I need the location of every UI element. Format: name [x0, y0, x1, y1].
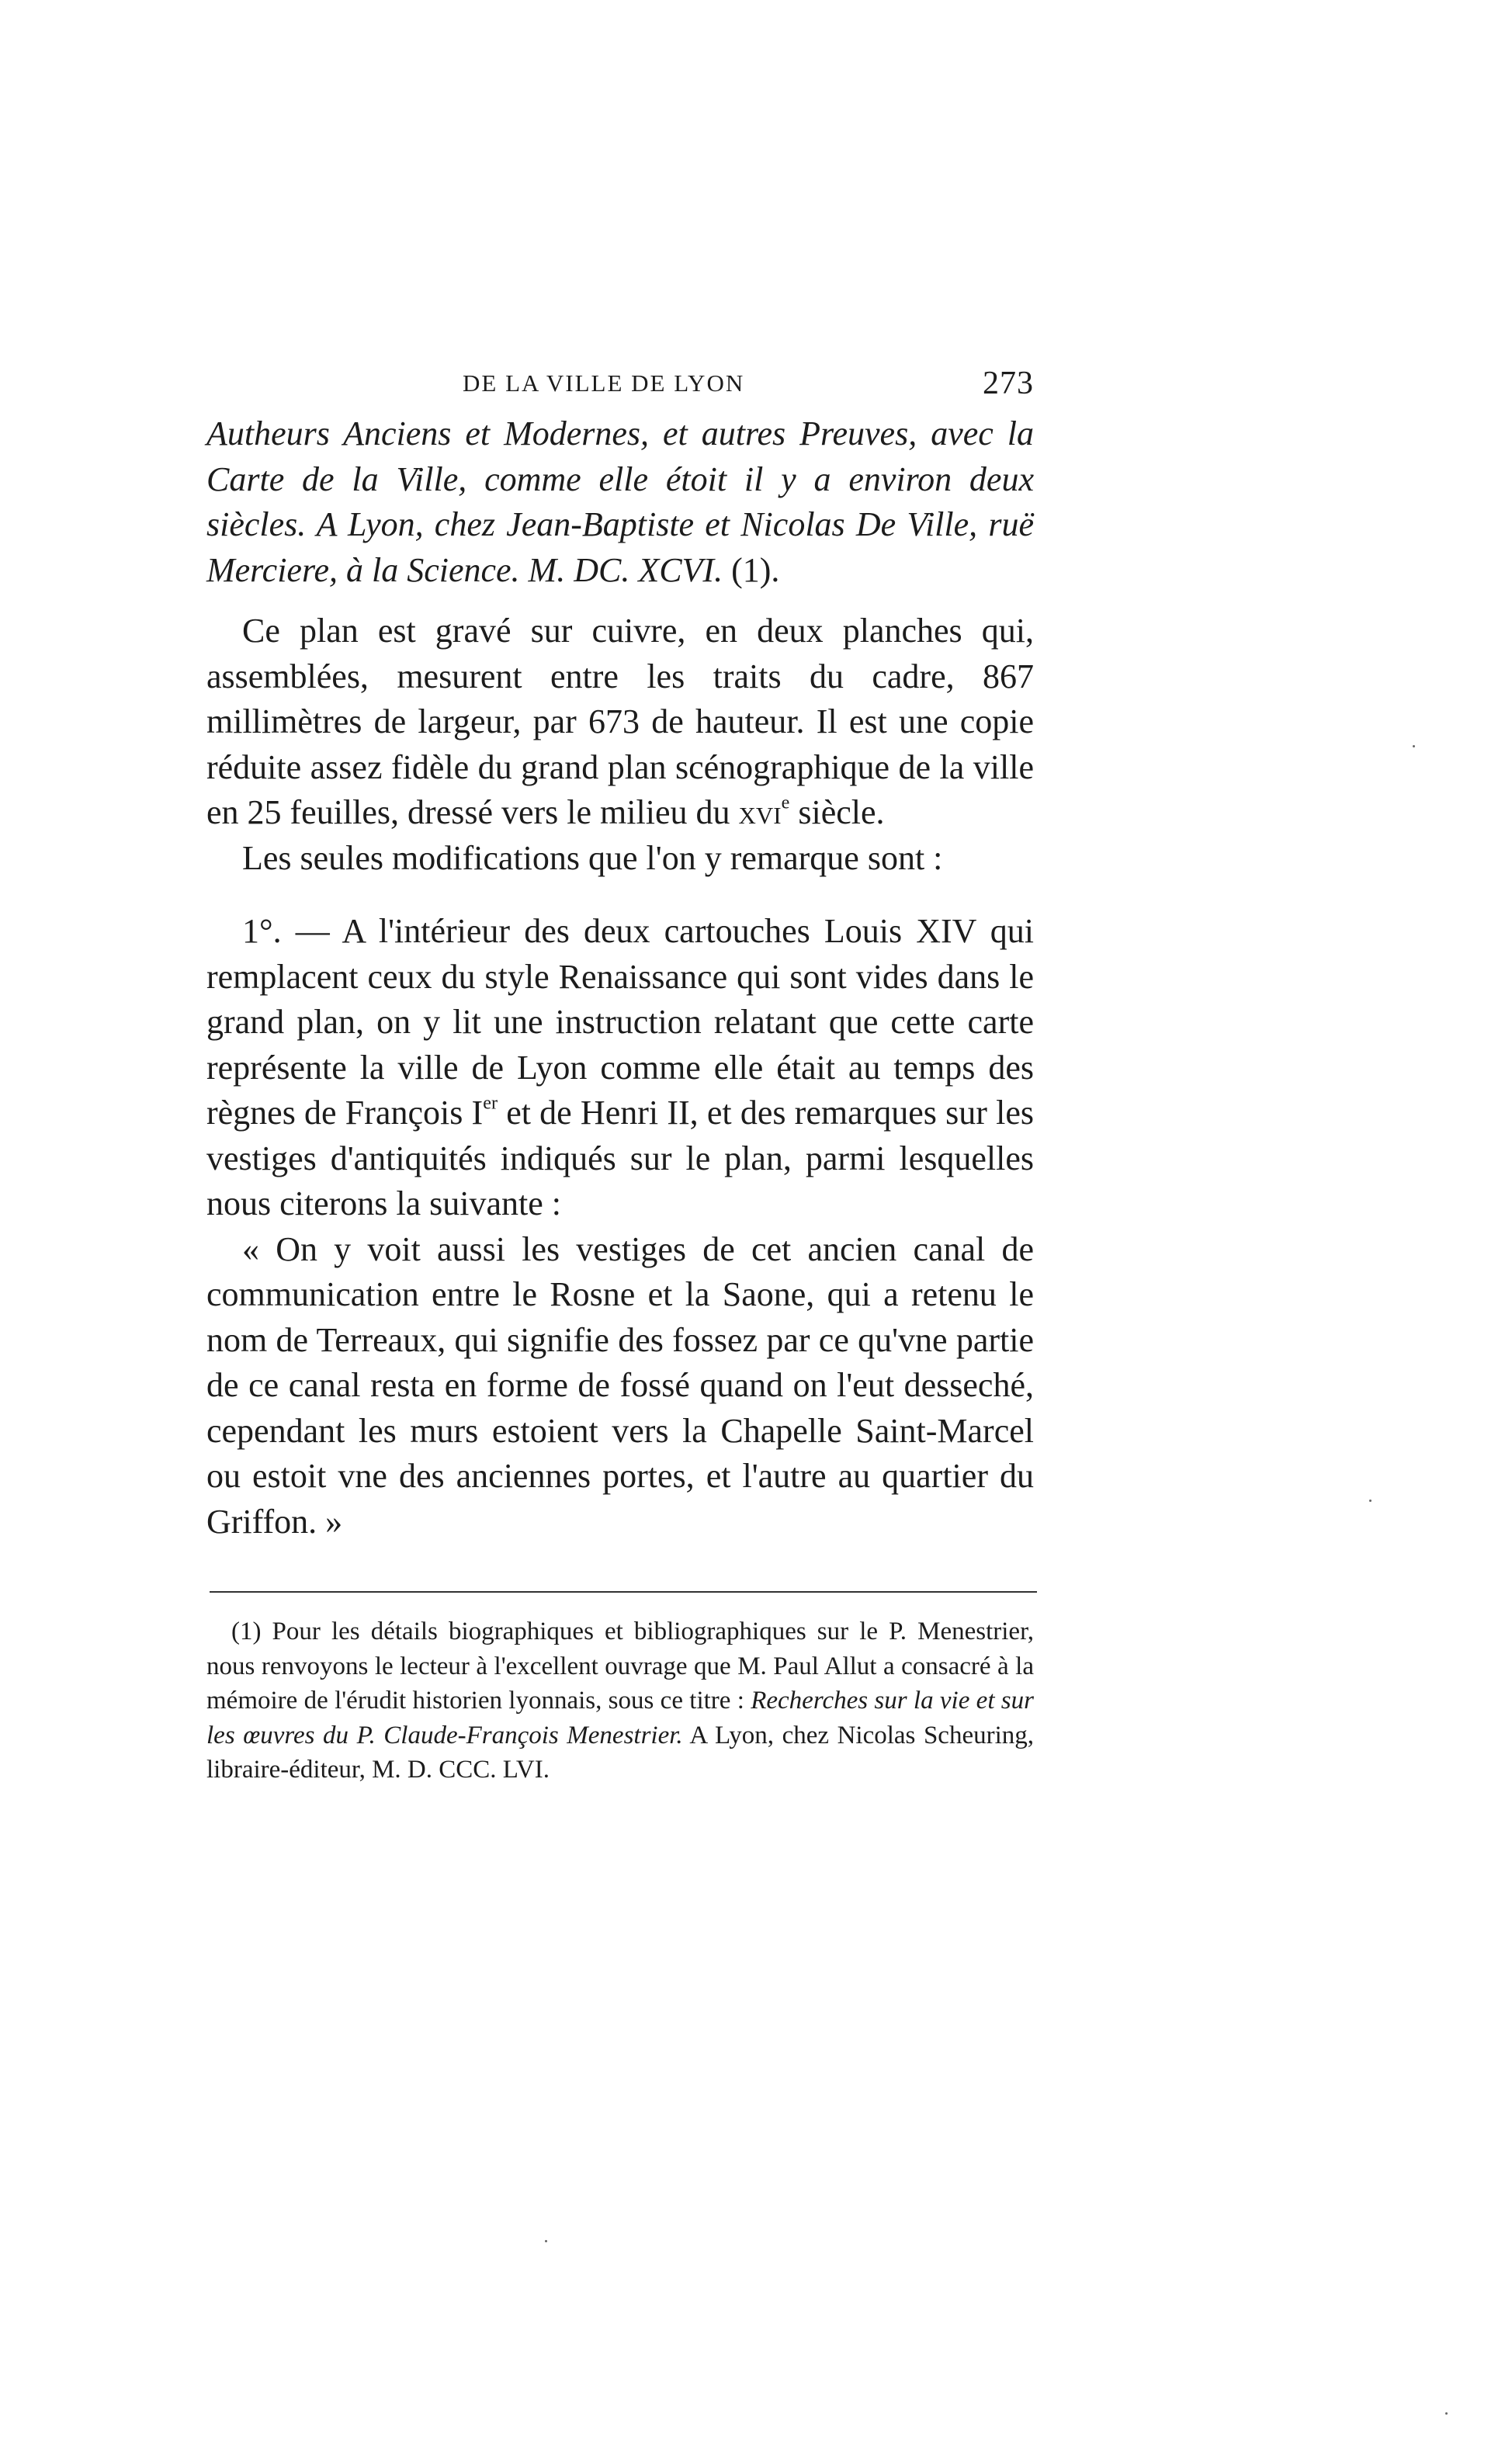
text-run: (1). [723, 550, 780, 589]
small-caps-run: xvi [738, 793, 782, 831]
superscript-run: er [483, 1092, 498, 1114]
text-run: A Lyon, chez Nicolas Scheuring, libraire-éditeur, M. D. CCC. LVI. [206, 1721, 1035, 1784]
text-run: et de Henri II, et des remarques sur les vestiges d'antiquités indiqués sur le plan, parmi lesquelles nous citerons la suivante : [206, 1094, 1035, 1222]
text-run: Ce plan est gravé sur cuivre, en deux planches qui, assemblées, mesurent entre les traits du cadre, 867 millimètres de largeur, par 673 de hauteur. Il est une copie réduite assez fidèle du grand plan scénographique de la ville en 25 feuilles, dressé vers le milieu du [206, 612, 1034, 831]
footnotes [206, 1614, 1034, 1787]
body-text [206, 411, 1034, 1545]
paragraph-first-modification [206, 909, 1034, 1227]
text-run: « On y voit aussi les vestiges de cet ancien canal de communication entre le Rosne et la Saone, qui a retenu le nom de Terreaux, qui signifie des fossez par ce qu'vne partie de ce canal resta en forme de fossé quand on l'eut desseché, cependant les murs estoient vers la Chapelle Saint-Marcel ou estoit vne des anciennes portes, et l'autre au quartier du Griffon. » [206, 1229, 1034, 1541]
running-head [206, 365, 1034, 411]
italic-run: Autheurs Anciens et Modernes, et autres Preuves, avec la Carte de la Ville, comme elle étoit il y a environ deux siècles. A Lyon, chez Jean-Baptiste et Nicolas De Ville, ruë Merciere, à la Science. M. DC. XCVI. [206, 414, 1034, 589]
paper-speck [1369, 1500, 1372, 1502]
paragraph-quotation [206, 1227, 1034, 1545]
paper-speck [545, 2240, 547, 2242]
paragraph-title-continuation [206, 411, 1034, 593]
text-run: Les seules modifications que l'on y remarque sont : [242, 838, 943, 877]
text-run: (1) Pour les détails biographiques et bibliographiques sur le P. Menestrier, nous renvoyons le lecteur à l'excellent ouvrage que M. Paul Allut a consacré à la mémoire de l'érudit historien lyonnais, sous ce titre : [206, 1618, 1034, 1715]
text-run: siècle. [789, 793, 885, 831]
paper-speck [1413, 745, 1415, 747]
footnote-divider [210, 1591, 1037, 1593]
italic-run: Recherches sur la vie et sur les œuvres du P. Claude-François Menestrier. [206, 1687, 1034, 1749]
paragraph-plan-description [206, 609, 1034, 836]
paragraph-modifications-intro [206, 836, 1034, 882]
superscript-run: e [781, 792, 790, 813]
paper-speck [1445, 2412, 1448, 2415]
footnote-1 [206, 1614, 1034, 1787]
text-run: 1°. — A l'intérieur des deux cartouches Louis XIV qui remplacent ceux du style Renaissance qui sont vides dans le grand plan, on y lit une instruction relatant que cette carte représente la ville de Lyon comme elle était au temps des règnes de François I [206, 912, 1034, 1132]
running-head-title: DE LA VILLE DE LYON [463, 369, 745, 397]
page-number: 273 [983, 366, 1034, 401]
book-page [206, 365, 1034, 1787]
